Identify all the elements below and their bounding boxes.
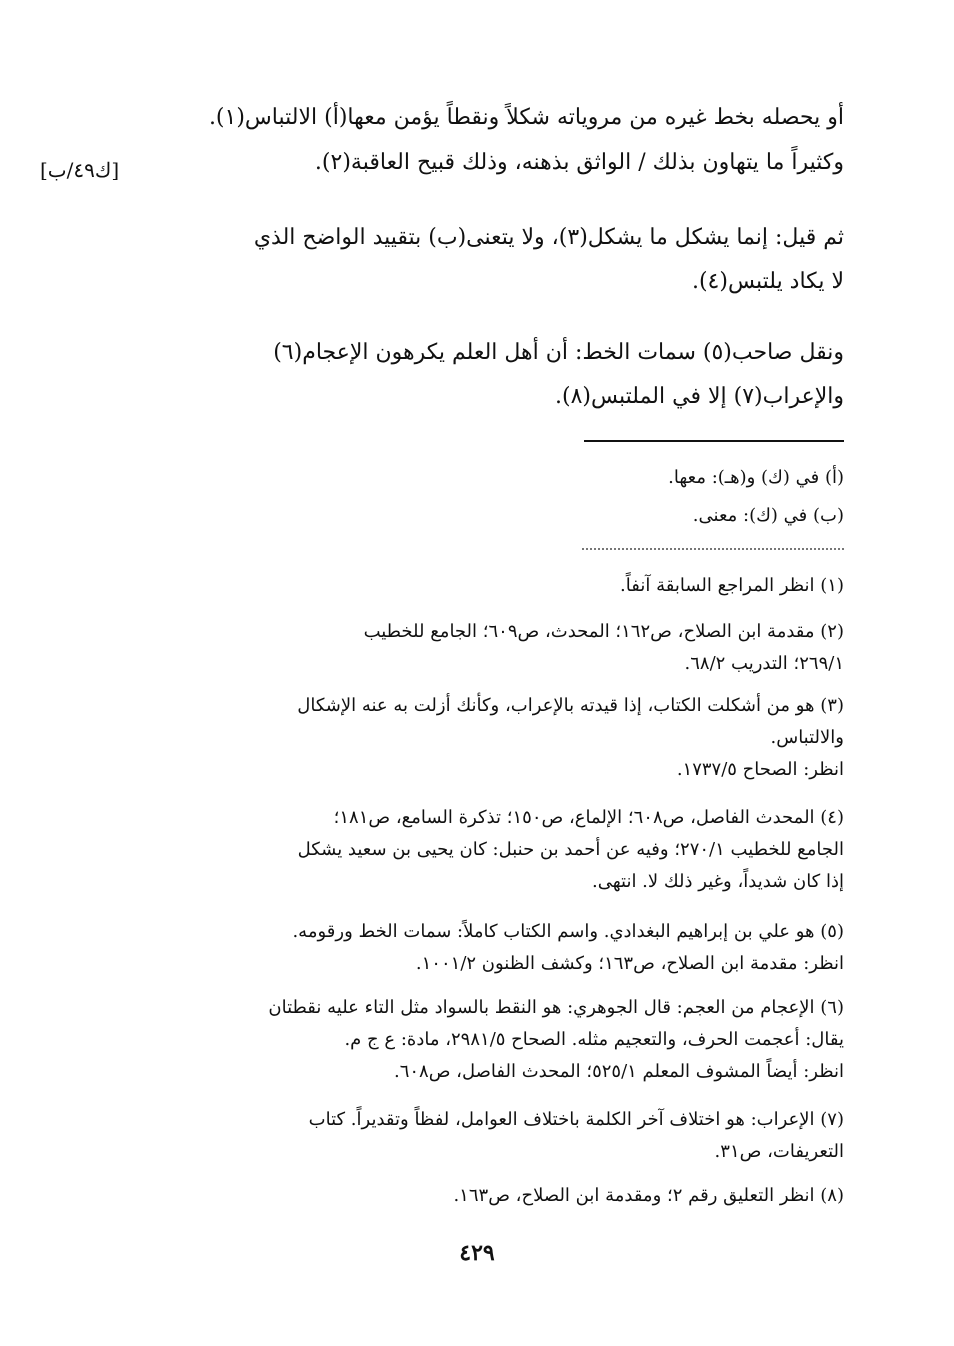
main-text-line: والإعراب(٧) إلا في الملتبس(٨). <box>554 384 844 409</box>
footnote-3 <box>149 690 844 786</box>
footnote-line: (٢) مقدمة ابن الصلاح، ص١٦٢؛ المحدث، ص٦٠٩؛ الجامع للخطيب <box>363 621 844 642</box>
variant-note <box>149 462 844 494</box>
footnote-line: والالتباس. <box>770 727 844 748</box>
dotted-separator <box>582 548 844 550</box>
footnote-line: (٤) المحدث الفاصل، ص٦٠٨؛ الإلماع، ص١٥٠؛ تذكرة السامع، ص١٨١؛ <box>333 807 844 828</box>
footnote-line: (٧) الإعراب: هو اختلاف آخر الكلمة باختلاف العوامل، لفظاً وتقديراً. كتاب <box>308 1109 844 1130</box>
footnote-line: (١) انظر المراجع السابقة آنفاً. <box>620 575 844 596</box>
footnote-line: (٥) هو علي بن إبراهيم البغدادي. واسم الكتاب كاملاً: سمات الخط ورقومه. <box>292 921 844 942</box>
variant-note-line: (أ) في (ك) و(هـ): معها. <box>668 467 844 488</box>
footnote-line: الجامع للخطيب ٢٧٠/١؛ وفيه عن أحمد بن حنبل: كان يحيى بن سعيد يشكل <box>297 839 844 860</box>
page-number: ٤٢٩ <box>459 1240 495 1266</box>
variant-note <box>149 500 844 532</box>
footnote-1 <box>149 570 844 602</box>
footnote-line: التعريفات، ص٣١. <box>714 1141 844 1162</box>
margin-manuscript-reference: [ك٤٩/ب] <box>40 158 120 182</box>
footnote-line: انظر: أيضاً المشوف المعلم ٥٢٥/١؛ المحدث الفاصل، ص٦٠٨. <box>393 1061 844 1082</box>
footnote-7 <box>149 1104 844 1168</box>
footnote-line: (٨) انظر التعليق رقم ٢؛ ومقدمة ابن الصلاح، ص١٦٣. <box>453 1185 844 1206</box>
main-text-line: لا يكاد يلتبس(٤). <box>691 269 844 294</box>
footnote-6 <box>149 992 844 1088</box>
main-text-line: وكثيراً ما يتهاون بذلك / الواثق بذهنه، وذلك قبيح العاقبة(٢). <box>314 150 844 175</box>
footnote-4 <box>149 802 844 898</box>
footnote-line: (٣) هو من أشكلت الكتاب، إذا قيدته بالإعراب، وكأنك أزلت به عنه الإشكال <box>297 695 844 716</box>
footnote-5 <box>149 916 844 980</box>
main-text-line: ونقل صاحب(٥) سمات الخط: أن أهل العلم يكرهون الإعجام(٦) <box>273 340 844 365</box>
footnote-2 <box>149 616 844 680</box>
footnote-line: انظر: الصحاح ١٧٣٧/٥. <box>676 759 844 780</box>
footnote-8 <box>149 1180 844 1212</box>
footnote-line: ٢٦٩/١؛ التدريب ٦٨/٢. <box>684 653 844 674</box>
footnote-separator <box>584 440 844 442</box>
main-text-line: أو يحصله بخط غيره من مروياته شكلاً ونقطاً يؤمن معها(أ) الالتباس(١). <box>208 105 844 130</box>
footnote-line: (٦) الإعجام من العجم: قال الجوهري: هو النقط بالسواد مثل التاء عليه نقطتان <box>268 997 844 1018</box>
footnote-line: يقال: أعجمت الحرف، والتعجيم مثله. الصحاح ٢٩٨١/٥، مادة: ع ج م. <box>344 1029 844 1050</box>
footnote-line: انظر: مقدمة ابن الصلاح، ص١٦٣؛ وكشف الظنون ١٠٠١/٢. <box>415 953 844 974</box>
variant-note-line: (ب) في (ك): معنى. <box>692 505 844 526</box>
footnote-line: إذا كان شديداً، وغير ذلك لا. انتهى. <box>591 871 844 892</box>
main-text-line: ثم قيل: إنما يشكل ما يشكل(٣)، ولا يتعنى(ب) بتقييد الواضح الذي <box>253 225 844 250</box>
